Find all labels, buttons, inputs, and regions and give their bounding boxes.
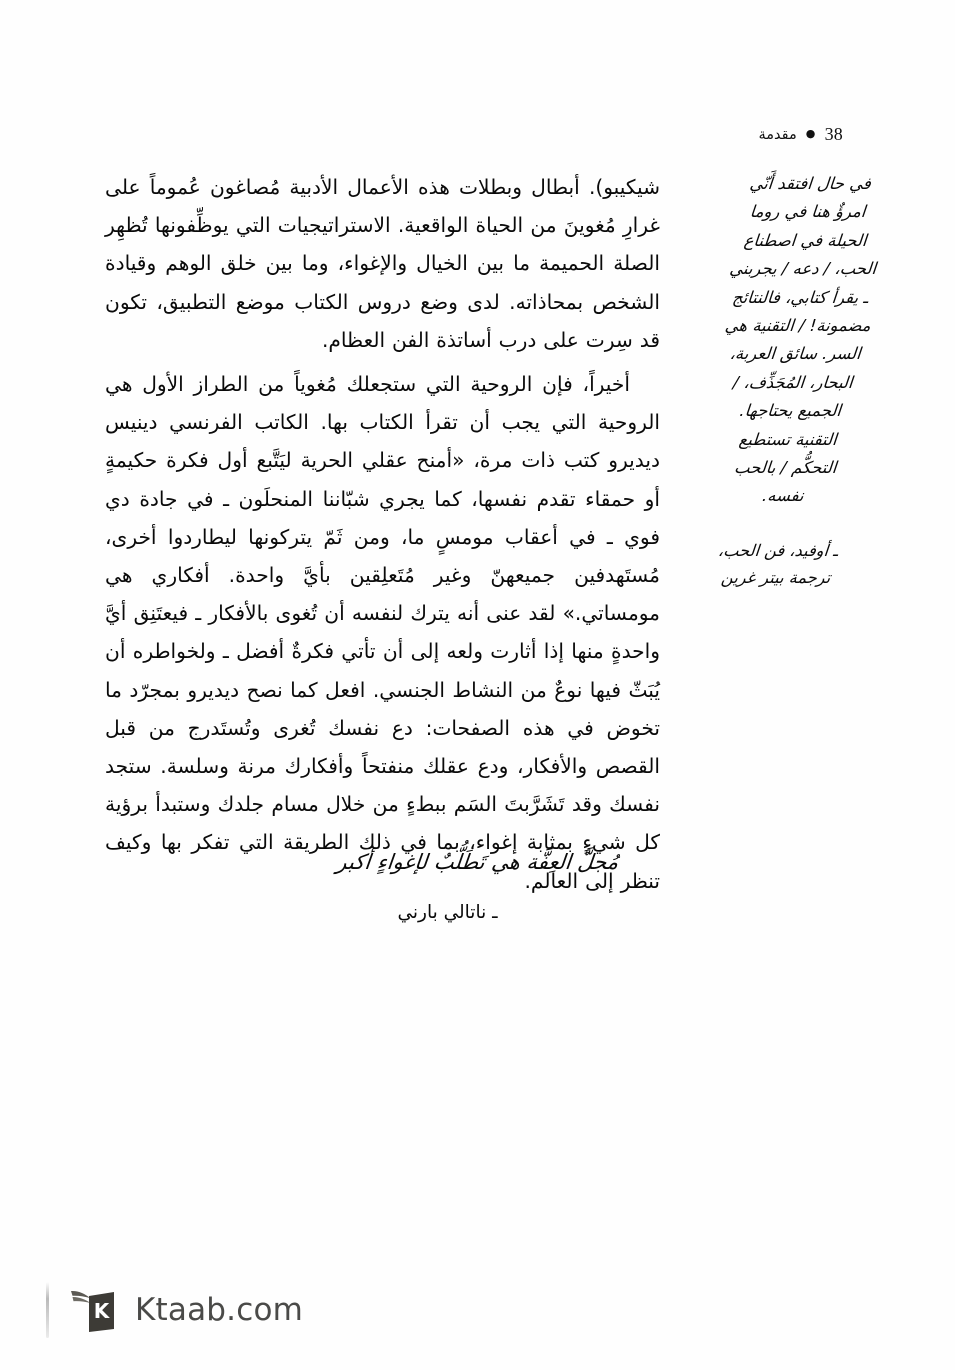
margin-note-text: في حال افتقد أَنّي امرؤٌ هنا في روما الحيلة في اصطناع الحب، / دعه / يجربني ـ يقرأ كتابي، فالنتائج مضمونة! / التقنية هي السر. سائق العربة، البحار، المُجَذِّف، / الجميع يحتاجها. التقنية تستطيع التحكُّم / بالحب نفسه. — [724, 174, 877, 506]
margin-note-attribution: ـ أوفيد، فن الحب، ترجمة بيتر غرين — [717, 540, 839, 587]
watermark-brand: Ktaab.com — [135, 1291, 304, 1328]
site-watermark — [46, 1282, 303, 1338]
body-paragraph-2: أخيراً، فإن الروحية التي ستجعلك مُغوياً من الطراز الأول هي الروحية التي يجب أن تقرأ الكتاب بها. الكاتب الفرنسي دينيس ديديرو كتب ذات مرة، «أمنح عقلي الحرية ليَتَّبع أول فكرة حكيمةٍ أو حمقاء تقدم نفسها، كما يجري شبّاننا المنحلَون ـ في جادة دي فوي ـ في أعقاب مومسٍ ما، ومن ثَمّ يتركونها ليطاردوا أخرى، مُستَهدفين جميعهنّ وغير مُتَعلِقين بأيَّ واحدة. أفكاري هي مومساتي.» لقد عنى أنه يترك لنفسه أن تُغوى بالأفكار ـ فيعتَنِق أيَّ واحدةٍ منها إذا أثارت ولعه إلى أن تأتي فكرةٌ أفضل ـ ولخواطره أن يُبَثّ فيها نوعٌ من النشاط الجنسي. افعل كما نصح ديديرو بمجرّد ما تخوض في هذه الصفحات: دع نفسك تُغرى وتُستَدرج من قبل القصص والأفكار، ودع عقلك منفتحاً وأفكارك مرنة وسلسة. ستجد نفسك وقد تَشَرَّبتَ السَم ببطءٍ من خلال مسام جلدك وستبدأ برؤية كل شيءٍ بمثابة إغواء، بما في ذلك الطريقة التي تفكر بها وكيف تنظر إلى العالم. — [105, 372, 660, 893]
chapter-title: مقدمة — [758, 126, 797, 143]
watermark-rule — [46, 1282, 49, 1338]
pull-quote-text: مُجلَّ العِفَّة هي تَطَلُّبٌ لإغواءٍ أكبر — [335, 850, 620, 874]
margin-note-block — [701, 170, 886, 591]
pull-quote-attribution: ـ ناتالي بارني — [397, 902, 498, 923]
bullet-separator-icon: ● — [805, 127, 816, 140]
book-logo-icon — [65, 1282, 121, 1338]
page-number: 38 — [824, 124, 843, 144]
body-text-column — [105, 168, 660, 906]
logo-letter: K — [93, 1299, 110, 1323]
pull-quote-block — [0, 846, 955, 923]
body-paragraph-1: شيكيبو). أبطال وبطلات هذه الأعمال الأدبية مُصاغون عُموماً على غرارِ مُغوينَ من الحياة الواقعية. الاستراتيجيات التي يوظِّفونها تُظهِر الصلة الحميمة ما بين الخيال والإغواء، وما بين خلق الوهم وقيادة الشخص بمحاذاته. لدى وضع دروس الكتاب موضع التطبيق، تكون قد سِرت على درب أساتذة الفن العظام. — [105, 175, 660, 352]
running-head — [759, 124, 843, 145]
